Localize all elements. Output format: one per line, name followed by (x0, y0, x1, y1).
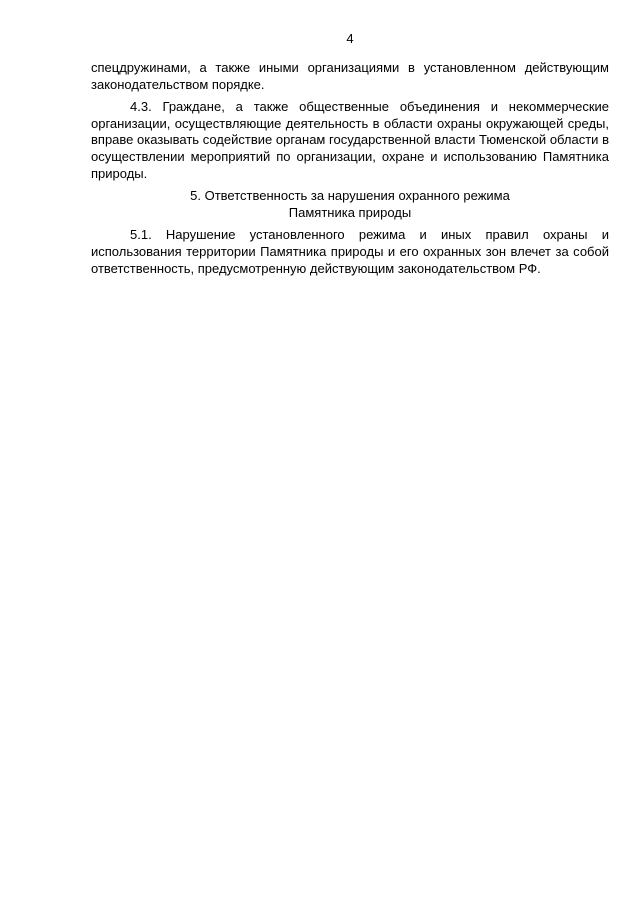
paragraph-5-1: 5.1. Нарушение установленного режима и иных правил охраны и использования территории Памятника природы и его охранных зон влечет за собой ответственность, предусмотренную действующим законодательством РФ. (91, 227, 609, 276)
paragraph-continuation: спецдружинами, а также иными организациями в установленном действующим законодательством порядке. (91, 60, 609, 92)
section-heading-line-2: Памятника природы (288, 204, 412, 220)
paragraph-4-3: 4.3. Граждане, а также общественные объединения и некоммерческие организации, осуществляющие деятельность в области охраны окружающей среды, вправе оказывать содействие органам государственной власти Тюменской области в осуществлении мероприятий по организации, охране и использованию Памятника природы. (91, 99, 609, 181)
section-heading-5 (91, 188, 609, 221)
document-body (91, 60, 609, 283)
section-heading-line-1: 5. Ответственность за нарушения охранного режима (190, 188, 510, 204)
page-number: 4 (346, 31, 354, 46)
